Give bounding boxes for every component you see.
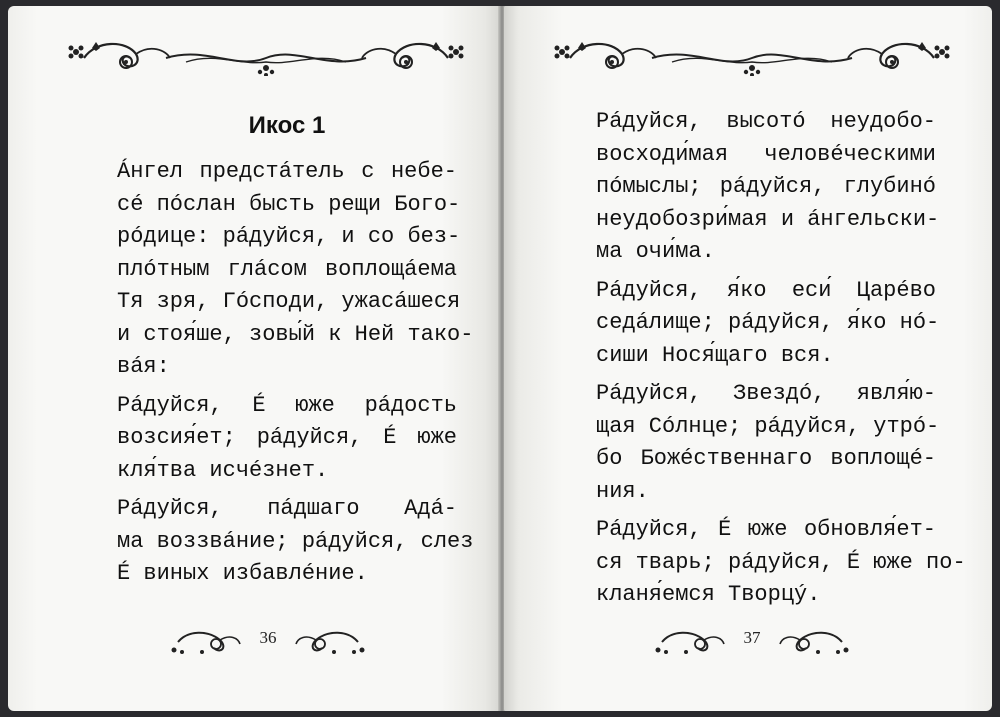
paragraph	[596, 378, 940, 508]
text-line: бо Божéственнаго воплощé-	[596, 446, 936, 471]
paragraph	[117, 390, 457, 488]
text-line: плóтным глáсом воплощáема	[117, 256, 457, 282]
paragraph	[596, 275, 940, 373]
book-spread	[8, 6, 992, 711]
top-ornament-icon	[552, 36, 952, 76]
text-line: и стоя́ше, зовы́й к Ней тако-	[117, 321, 474, 347]
right-page	[504, 6, 992, 711]
text-line: сиши Нося́щаго вся.	[596, 342, 834, 368]
text-line: восходи́мая человéческими	[596, 141, 936, 167]
text-line: Рáдуйся, пáдшаго Адá-	[117, 496, 457, 521]
text-line: Áнгел предстáтель с небе-	[117, 159, 457, 184]
paragraph	[596, 106, 940, 269]
text-line: кля́тва исчéзнет.	[117, 457, 329, 483]
text-line: ма воззвáние; рáдуйся, слез	[117, 528, 474, 554]
text-line: возсия́ет; рáдуйся, É юже	[117, 425, 457, 450]
left-page	[8, 6, 500, 711]
paragraph	[596, 514, 966, 612]
text-line: ма очи́ма.	[596, 239, 715, 264]
text-line: Тя зря, Гóсподи, ужасáшеся	[117, 289, 461, 314]
text-line: вáя:	[117, 354, 170, 379]
text-line: ния.	[596, 478, 649, 504]
text-line: щая Сóлнце; рáдуйся, утрó-	[596, 413, 940, 439]
paragraph	[117, 493, 474, 591]
text-line: Рáдуйся, я́ко еси́ Царéво	[596, 277, 936, 303]
right-page-text	[596, 106, 966, 618]
page-number: 36	[259, 628, 277, 647]
text-line: сé пóслан бысть рещи Бого-	[117, 191, 461, 217]
page-number: 37	[743, 628, 761, 647]
text-line: пóмыслы; рáдуйся, глубинó	[596, 174, 936, 199]
text-line: Рáдуйся, É юже рáдость	[117, 392, 457, 418]
text-line: седáлище; рáдуйся, я́ко нó-	[596, 310, 940, 335]
page-heading: Икос 1	[248, 112, 326, 139]
text-line: ся тварь; рáдуйся, É юже по-	[596, 549, 966, 575]
left-page-text	[117, 108, 474, 597]
text-line: Рáдуйся, Звездó, явля́ю-	[596, 381, 936, 406]
text-line: Рáдуйся, É юже обновля́ет-	[596, 517, 936, 542]
text-line: É виных избавлéние.	[117, 561, 368, 586]
text-line: рóдице: рáдуйся, и со без-	[117, 224, 461, 249]
text-line: Рáдуйся, высотó неудобо-	[596, 109, 936, 134]
top-ornament-icon	[66, 36, 466, 76]
text-line: кланя́емся Творцý.	[596, 582, 821, 607]
paragraph	[117, 156, 474, 384]
text-line: неудобозри́мая и áнгельски-	[596, 206, 940, 232]
